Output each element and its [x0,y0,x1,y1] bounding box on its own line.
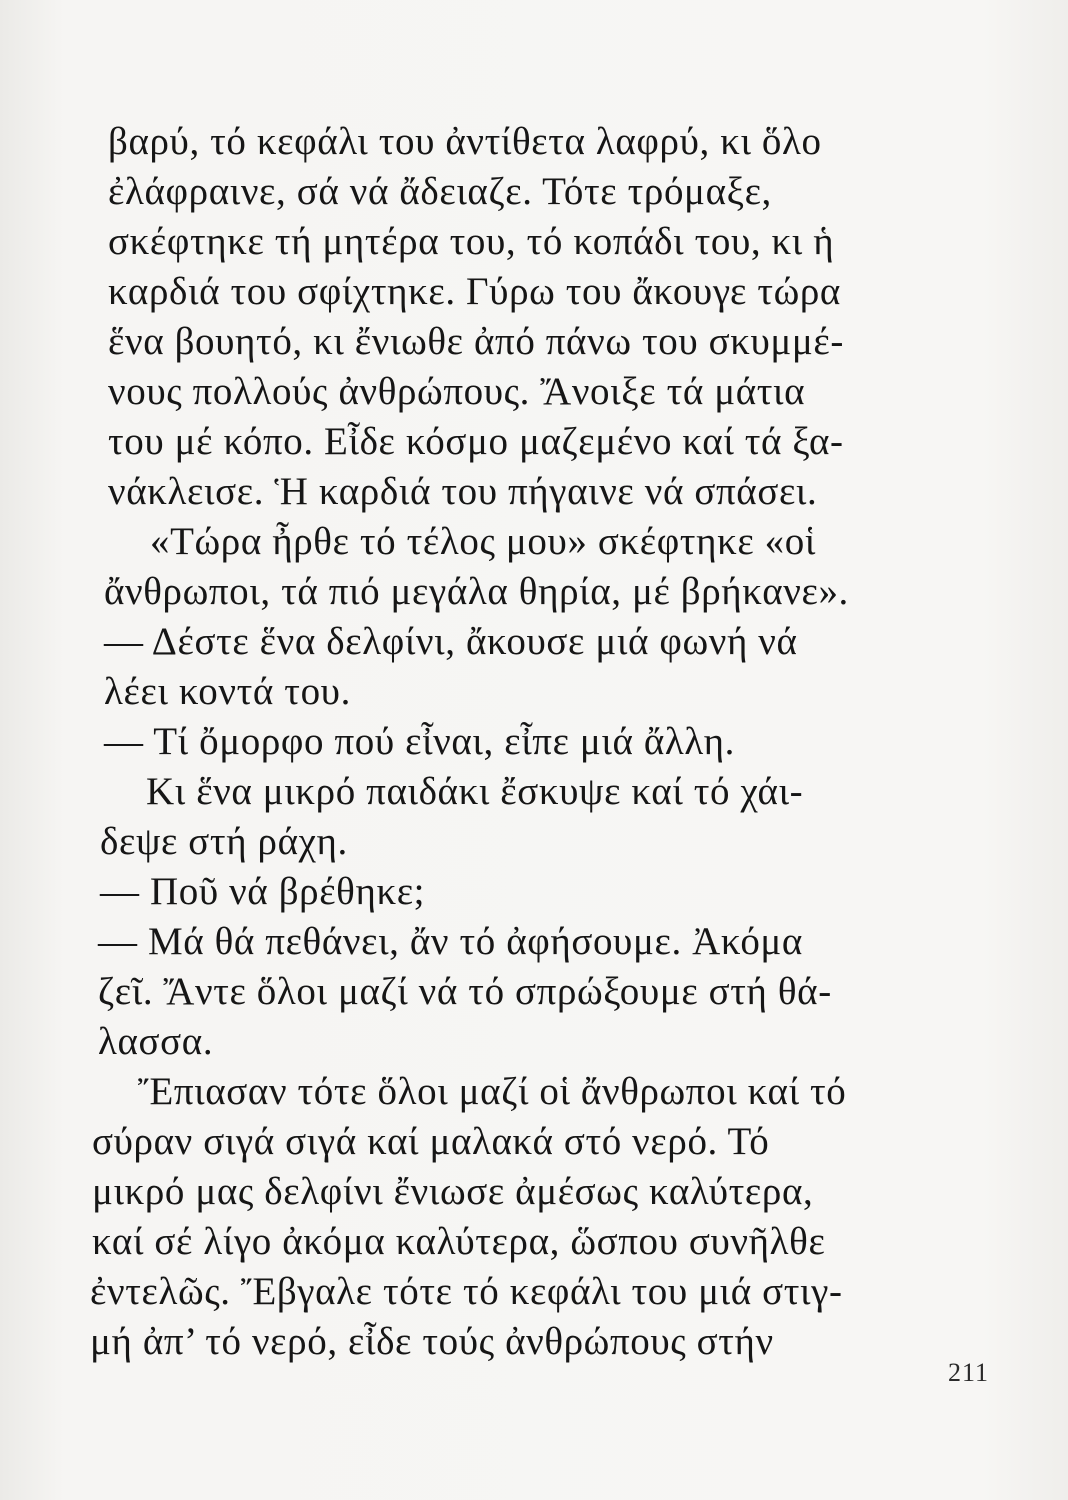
text-line: — Τί ὄμορφο πού εἶναι, εἶπε μιά ἄλλη. [104,720,735,763]
text-line: Κι ἕνα μικρό παιδάκι ἔσκυψε καί τό χάι- [146,770,804,813]
text-line: του μέ κόπο. Εἶδε κόσμο μαζεμένο καί τά ξα- [108,420,844,463]
page-number: 211 [948,1358,990,1387]
text-line: ἐλάφραινε, σά νά ἄδειαζε. Τότε τρόμαξε, [108,170,772,213]
text-line: βαρύ, τό κεφάλι του ἀντίθετα λαφρύ, κι ὅλο [108,120,822,163]
text-line: δεψε στή ράχη. [100,820,348,863]
text-line: λασσα. [98,1020,214,1063]
text-line: ζεῖ. Ἄντε ὅλοι μαζί νά τό σπρώξουμε στή θά- [98,970,832,1013]
text-line: «Τώρα ἦρθε τό τέλος μου» σκέφτηκε «οἱ [150,520,816,563]
text-line: νους πολλούς ἀνθρώπους. Ἄνοιξε τά μάτια [108,370,806,413]
text-line: σκέφτηκε τή μητέρα του, τό κοπάδι του, κι ἡ [108,220,835,263]
text-line: — Μά θά πεθάνει, ἄν τό ἀφήσουμε. Ἀκόμα [98,920,803,963]
text-line: σύραν σιγά σιγά καί μαλακά στό νερό. Τό [92,1120,770,1163]
text-line: ἕνα βουητό, κι ἔνιωθε ἀπό πάνω του σκυμμέ- [108,320,844,363]
text-line: — Δέστε ἕνα δελφίνι, ἄκουσε μιά φωνή νά [104,620,798,663]
text-line: μή ἀπ’ τό νερό, εἶδε τούς ἀνθρώπους στήν [90,1320,774,1363]
text-line: Ἔπιασαν τότε ὅλοι μαζί οἱ ἄνθρωποι καί τό [138,1070,847,1113]
text-line: ἐντελῶς. Ἔβγαλε τότε τό κεφάλι του μιά στιγ- [90,1270,843,1313]
text-line: καί σέ λίγο ἀκόμα καλύτερα, ὥσπου συνῆλθε [92,1220,826,1263]
text-line: λέει κοντά του. [104,670,351,713]
text-line: νάκλεισε. Ἡ καρδιά του πήγαινε νά σπάσει. [108,470,818,513]
text-line: — Ποῦ νά βρέθηκε; [100,870,426,913]
text-line: καρδιά του σφίχτηκε. Γύρω του ἄκουγε τώρα [108,270,841,313]
text-line: μικρό μας δελφίνι ἔνιωσε ἀμέσως καλύτερα, [92,1170,814,1213]
text-line: ἄνθρωποι, τά πιό μεγάλα θηρία, μέ βρήκανε». [104,570,849,613]
